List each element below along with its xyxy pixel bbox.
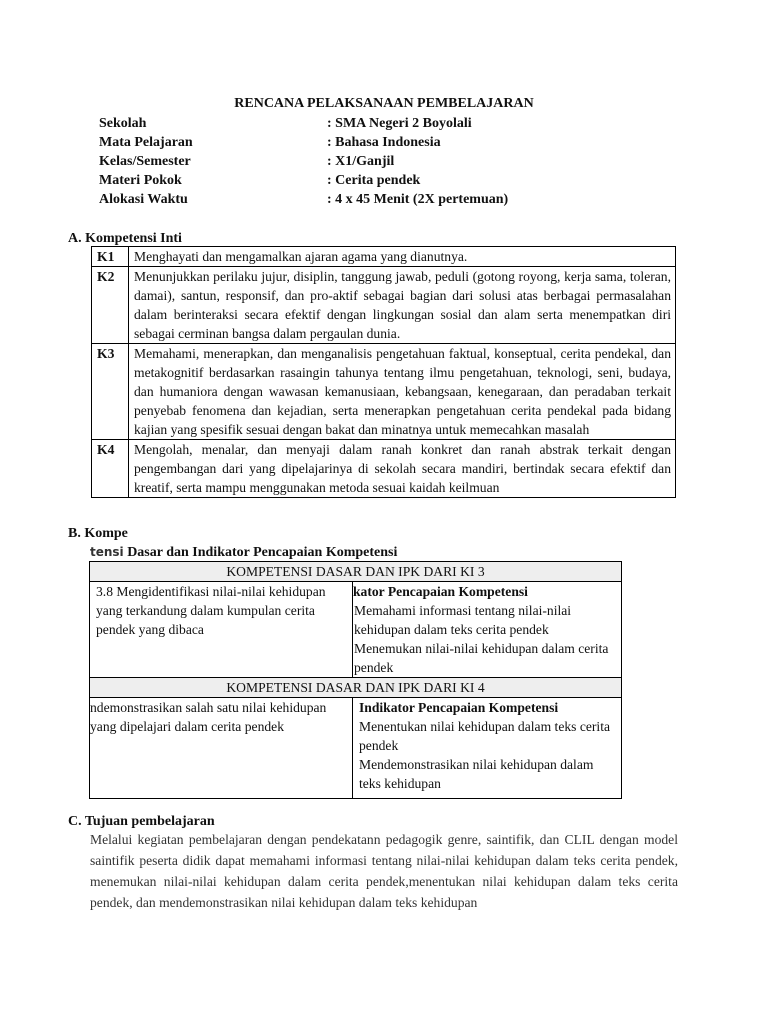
ki4-ipk-cell [353, 698, 622, 799]
ki3-ipk-cell [353, 582, 622, 678]
ki-code: K1 [92, 247, 129, 267]
ki-description: Menghayati dan mengamalkan ajaran agama yang dianutnya. [129, 247, 676, 267]
table-row [92, 247, 676, 267]
table-row [90, 678, 622, 698]
info-value: : Bahasa Indonesia [327, 135, 441, 150]
ki3-kd-cell: 3.8 Mengidentifikasi nilai-nilai kehidupan yang terkandung dalam kumpulan cerita pendek yang dibaca [90, 582, 353, 678]
info-value: : 4 x 45 Menit (2X pertemuan) [327, 192, 509, 207]
section-a-heading: A. Kompetensi Inti [68, 231, 182, 246]
ki-description: Menunjukkan perilaku jujur, disiplin, tanggung jawab, peduli (gotong royong, kerja sama, toleran, damai), santun, responsif, dan pro-aktif sebagai bagian dari solusi atas berbagai permasalahan dalam berinteraksi secara efektif dengan lingkungan sosial dan alam serta menempatkan diri sebagai cerminan bangsa dalam pergaulan dunia. [129, 267, 676, 344]
table-row [90, 562, 622, 582]
document-title: RENCANA PELAKSANAAN PEMBELAJARAN [234, 96, 534, 111]
ki3-header: KOMPETENSI DASAR DAN IPK DARI KI 3 [90, 562, 622, 582]
ki-description: Mengolah, menalar, dan menyaji dalam ranah konkret dan ranah abstrak terkait dengan pengembangan dari yang dipelajarinya di sekolah secara mandiri, bertindak secara efektif dan kreatif, serta mampu menggunakan metoda sesuai kaidah keilmuan [129, 440, 676, 498]
section-b-subheading [90, 543, 397, 562]
ki-code: K2 [92, 267, 129, 344]
ipk-item: Menentukan nilai kehidupan dalam teks cerita pendek [359, 719, 611, 753]
section-b-title: Dasar dan Indikator Pencapaian Kompetensi [123, 545, 398, 560]
ki4-header: KOMPETENSI DASAR DAN IPK DARI KI 4 [90, 678, 622, 698]
table-row [92, 267, 676, 344]
info-label: Kelas/Semester [99, 154, 191, 169]
ipk-item: Memahami informasi tentang nilai-nilai kehidupan dalam teks cerita pendek [354, 603, 572, 637]
info-value: : Cerita pendek [327, 173, 421, 188]
ipk-title: kator Pencapaian Kompetensi [353, 584, 528, 599]
table-row [90, 582, 622, 678]
info-label: Alokasi Waktu [99, 192, 188, 207]
ki4-kd-cell: ndemonstrasikan salah satu nilai kehidupan yang dipelajari dalam cerita pendek [90, 698, 353, 799]
ki-code: K3 [92, 344, 129, 440]
table-row [92, 440, 676, 498]
ki-code: K4 [92, 440, 129, 498]
ipk-title: Indikator Pencapaian Kompetensi [359, 700, 559, 715]
info-label: Sekolah [99, 116, 147, 131]
info-value: : X1/Ganjil [327, 154, 395, 169]
section-b-heading: B. Kompe [68, 526, 128, 541]
ipk-item: Mendemonstrasikan nilai kehidupan dalam teks kehidupan [359, 757, 594, 791]
table-row [92, 344, 676, 440]
info-label: Materi Pokok [99, 173, 182, 188]
section-c-heading: C. Tujuan pembelajaran [68, 814, 215, 829]
ki-description: Memahami, menerapkan, dan menganalisis pengetahuan faktual, konseptual, cerita pendekal, dan metakognitif berdasarkan rasaingin tahunya tentang ilmu pengetahuan, teknologi, seni, budaya, dan humaniora dengan wawasan kemanusiaan, kebangsaan, kenegaraan, dan peradaban terkait penyebab fenomena dan kejadian, serta menerapkan pengetahuan cerita pendekal pada bidang kajian yang spesifik sesuai dengan bakat dan minatnya untuk memecahkan masalah [129, 344, 676, 440]
info-value: : SMA Negeri 2 Boyolali [327, 116, 472, 131]
kompetensi-inti-table [91, 246, 676, 498]
ipk-item: Menemukan nilai-nilai kehidupan dalam cerita pendek [354, 641, 609, 675]
section-b-prefix: tensi [90, 545, 124, 559]
tujuan-paragraph: Melalui kegiatan pembelajaran dengan pendekatann pedagogik genre, saintifik, dan CLIL dengan model saintifik peserta didik dapat memahami informasi tentang nilai-nilai kehidupan dalam teks cerita pendek, menemukan nilai-nilai kehidupan dalam cerita pendek,menentukan nilai kehidupan dalam teks cerita pendek, dan mendemonstrasikan nilai kehidupan dalam teks kehidupan [90, 832, 678, 910]
info-label: Mata Pelajaran [99, 135, 193, 150]
kompetensi-dasar-table [89, 561, 622, 799]
table-row [90, 698, 622, 799]
